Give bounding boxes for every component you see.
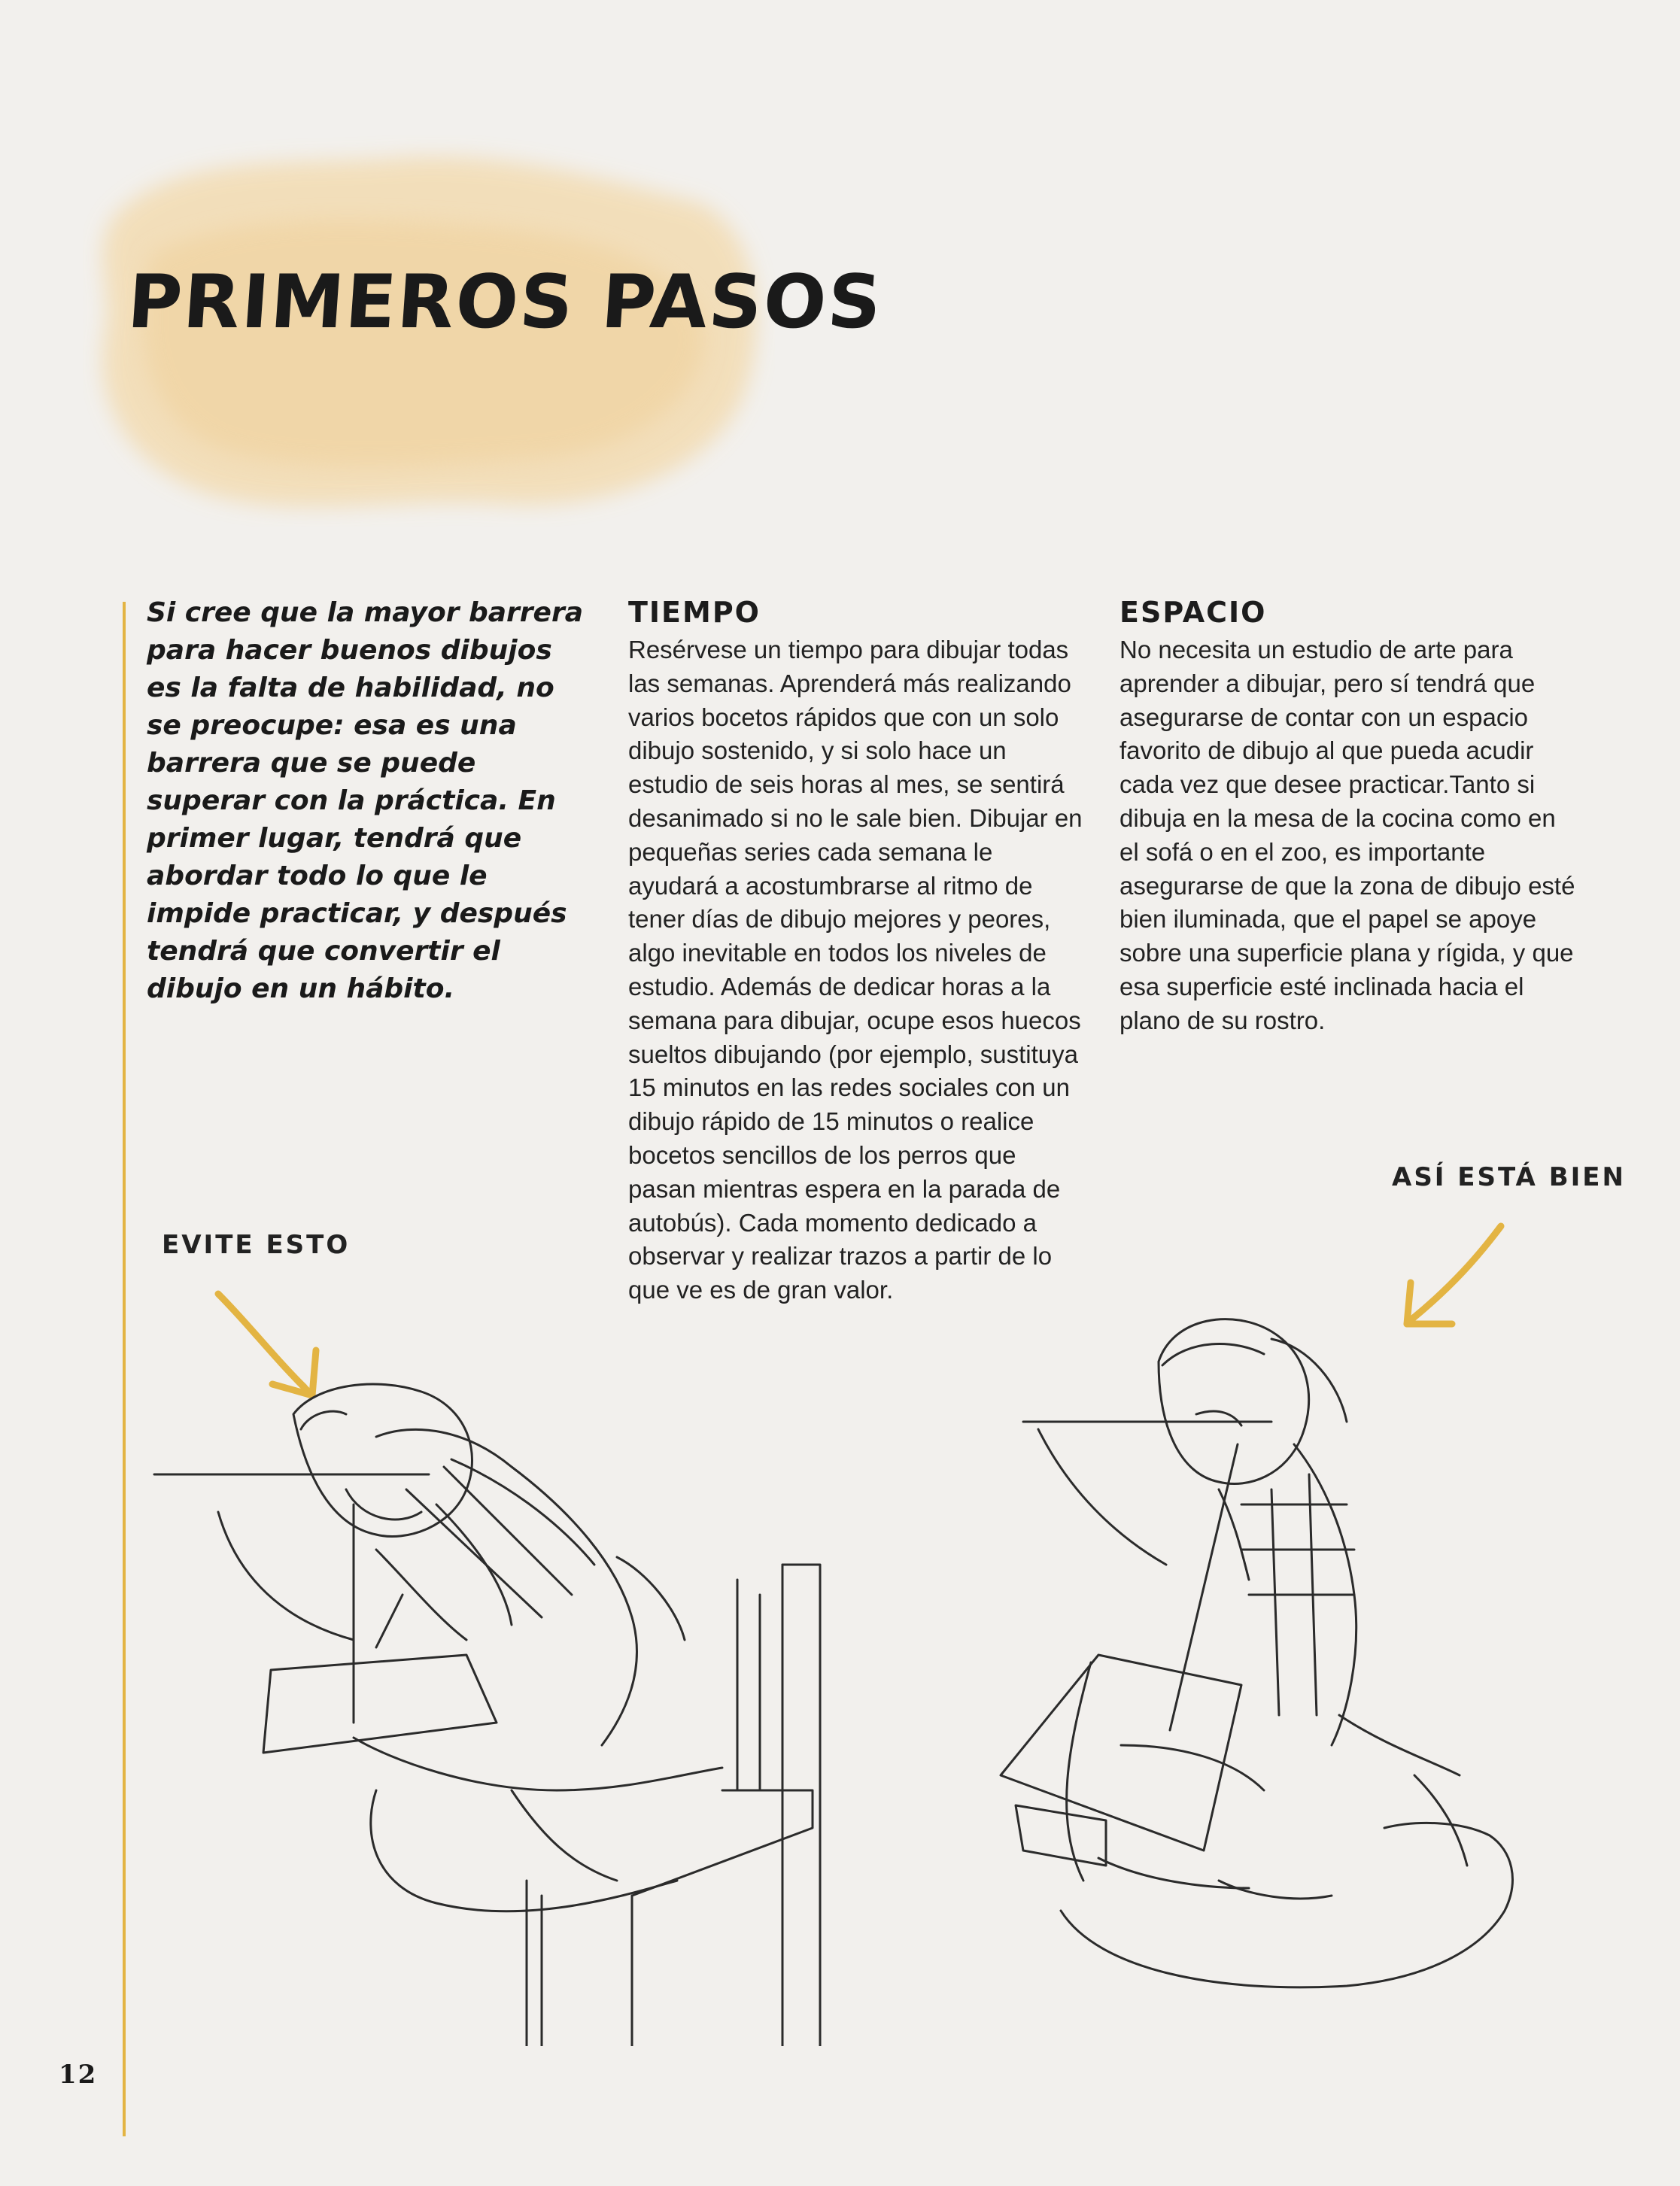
accent-rule (123, 602, 126, 2136)
section-espacio (1119, 594, 1578, 1038)
section-body-tiempo: Resérvese un tiempo para dibujar todas las semanas. Aprenderá más realizando varios bocetos rápidos que con un solo dibujo sostenido, y si solo hace un estudio de seis horas al mes, se sentirá desanimado si no le sale bien. Dibujar en pequeñas series cada semana le ayudará a acostumbrarse al ritmo de tener días de dibujo mejores y peores, algo inevitable en todos los niveles de estudio. Además de dedicar horas a la semana para dibujar, ocupe esos huecos sueltos dibujando (por ejemplo, sustituya 15 minutos en las redes sociales con un dibujo rápido de 15 minutos o realice bocetos sencillos de los perros que pasan mientras espera en la parada de autobús). Cada momento dedicado a observar y realizar trazos a partir de lo que ve es de gran valor. (628, 636, 1083, 1304)
caption-avoid: EVITE ESTO (162, 1230, 351, 1260)
sketch-bad-posture (150, 1369, 828, 2046)
page-number: 12 (59, 2060, 98, 2090)
section-tiempo (628, 594, 1087, 1307)
caption-correct: ASÍ ESTÁ BIEN (1392, 1162, 1626, 1192)
section-heading-espacio: ESPACIO (1119, 596, 1267, 629)
sketch-good-posture (993, 1294, 1550, 2016)
section-heading-tiempo: TIEMPO (628, 596, 761, 629)
page-title: PRIMEROS PASOS (125, 260, 886, 345)
section-body-espacio: No necesita un estudio de arte para aprender a dibujar, pero sí tendrá que asegurarse de contar con un espacio favorito de dibujo al que pueda acudir cada vez que desee practicar.Tanto si dibuja en la mesa de la cocina como en el sofá o en el zoo, es importante asegurarse de que la zona de dibujo esté bien iluminada, que el papel se apoye sobre una superficie plana y rígida, y que esa superficie esté inclinada hacia el plano de su rostro. (1119, 636, 1575, 1034)
intro-text: Si cree que la mayor barrera para hacer buenos dibujos es la falta de habilidad, no se preocupe: esa es una barrera que se puede superar con la práctica. En primer lugar, tendrá que abordar todo lo que le impide practicar, y después tendrá que convertir el dibujo en un hábito. (147, 597, 583, 1004)
